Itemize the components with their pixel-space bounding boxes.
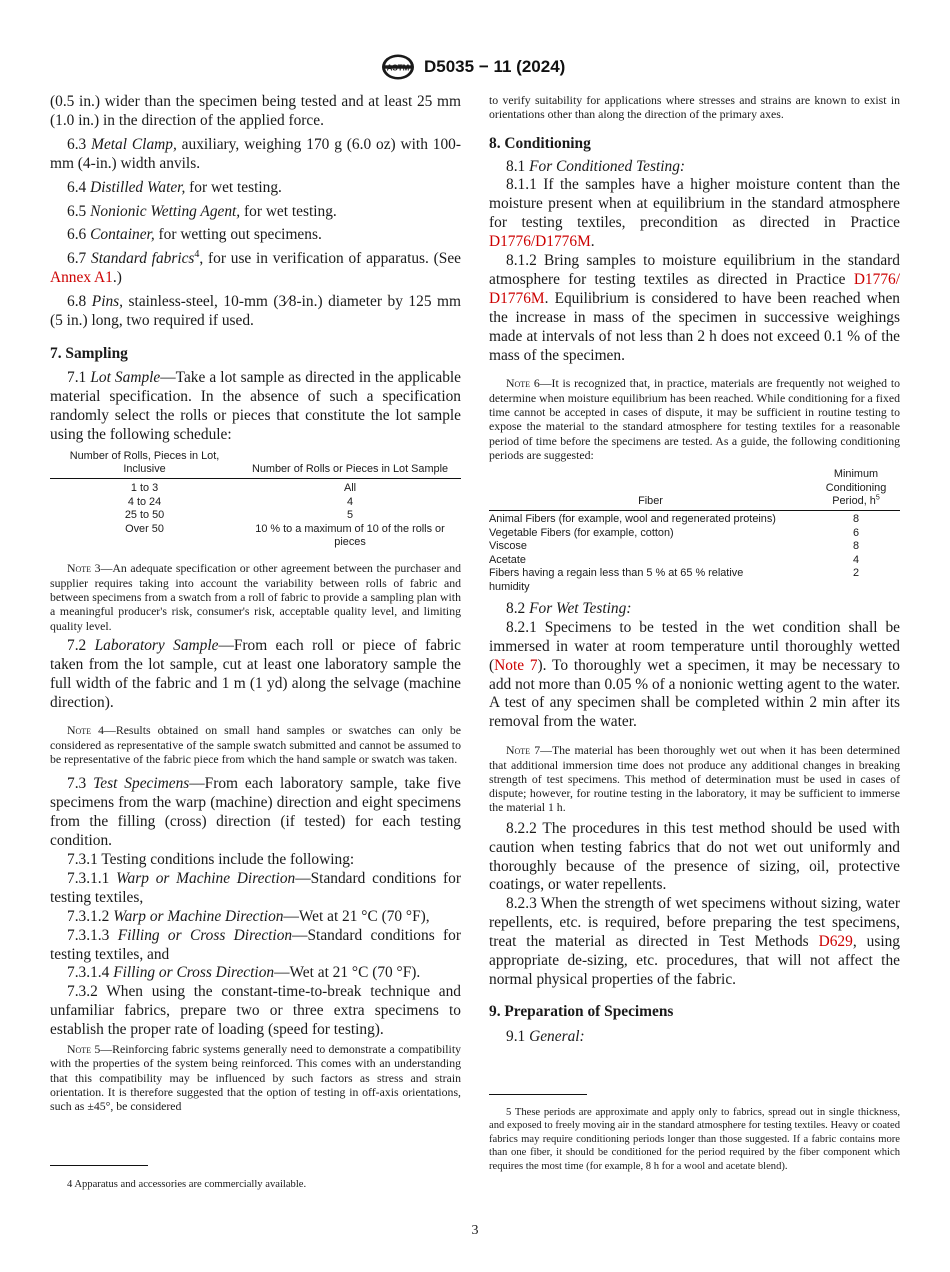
paragraph-7-3-2: 7.3.2 When using the constant-time-to-break technique and unfamiliar fabrics, prepare two or three extra specimens to establish the proper rate of loading (speed for testing). [50, 983, 461, 1039]
section-7-heading: 7. Sampling [50, 344, 128, 362]
paragraph-7-3: 7.3 Test Specimens—From each laboratory sample, take five specimens from the warp (machine) direction and eight specimens from the filling (cross) direction (if tested) for each testing condition. [50, 775, 461, 850]
table-row: Over 50 10 % to a maximum of 10 of the rolls or pieces [125, 522, 445, 548]
table-row: Animal Fibers (for example, wool and regenerated proteins) 8 [489, 513, 860, 526]
paragraph-7-3-1: 7.3.1 Testing conditions include the following: [67, 850, 355, 868]
table-row: 25 to 50 5 [124, 509, 354, 522]
paragraph-7-1: 7.1 Lot Sample—Take a lot sample as directed in the applicable material specification. In the absence of such a specification randomly select the rolls or pieces that constitute the lot sample using the following schedule: [50, 368, 461, 443]
paragraph-7-2: 7.2 Laboratory Sample—From each roll or piece of fabric taken from the lot sample, cut at least one laboratory sample the full width of the fabric and 1 m (1 yd) along the selvage (machine direction). [50, 636, 461, 711]
lot-table-header-a: Number of Rolls, Pieces in Lot, Inclusive [50, 450, 239, 479]
d629-link[interactable]: D629 [818, 933, 853, 951]
table-row: Vegetable Fibers (for example, cotton) 6 [489, 526, 860, 539]
footnote-rule [50, 1165, 148, 1166]
paragraph-8-2: 8.2 For Wet Testing: [506, 599, 632, 617]
note-5: Note 5—Reinforcing fabric systems generally need to demonstrate a compatibility with the properties of the system being reinforced. This comes with an understanding that this compatibility may be influenced by such factors as stress and strain orientation. It is therefore suggested that the option of testing in off-axis orientations, such as ±45°, be considered [50, 1042, 462, 1114]
paragraph-6-2-continued: (0.5 in.) wider than the specimen being tested and at least 25 mm (1.0 in.) in the direction of the applied force. [50, 93, 461, 129]
paragraph-8-1: 8.1 For Conditioned Testing: [506, 157, 686, 175]
paragraph-7-3-1-4: 7.3.1.4 Filling or Cross Direction—Wet at 21 °C (70 °F). [67, 964, 421, 982]
fiber-table-header-b: Minimum Conditioning Period, $h^5$ [812, 468, 900, 511]
paragraph-7-3-1-3: 7.3.1.3 Filling or Cross Direction—Standard conditions for testing textiles, and [50, 926, 461, 963]
section-9-heading: 9. Preparation of Specimens [489, 1002, 674, 1020]
note-7: Note 7—The material has been thoroughly wet out when it has been determined that additional immersion time does not produce any additional changes in breaking strength of test specimens. This method of determination must be used in cases of dispute; however, for routine testing in the laboratory, it may be sufficient to immerse the material 1 h. [489, 743, 900, 815]
note-3: Note 3—An adequate specification or other agreement between the purchaser and supplier requires taking into account the variability between rolls of fabric and between specimens from a swatch from a roll of fabric to provide a sampling plan with a meaningful producer's risk, consumer's risk, acceptable quality level, and limiting quality level. [50, 561, 462, 633]
section-8-heading: 8. Conditioning [489, 134, 591, 152]
paragraph-6-3: 6.3 Metal Clamp, auxiliary, weighing 170 g (6.0 oz) with 100-mm (4-in.) width anvils. [50, 135, 461, 172]
table-row: 1 to 3 All [130, 482, 357, 495]
left-footnote-area [50, 1165, 461, 1191]
paragraph-8-2-3: 8.2.3 When the strength of wet specimens without sizing, water repellents, etc. is required, before preparing the test specimens, treat the material as directed in Test Methods D629, using appropriate de-sizing, etc. procedures, that will not affect the normal physical properties of the fabric. [489, 895, 900, 988]
paragraph-6-8: 6.8 Pins, stainless-steel, 10-mm (3⁄8-in.) diameter by 125 mm (5 in.) long, two required if used. [50, 293, 461, 330]
paragraph-8-2-1: 8.2.1 Specimens to be tested in the wet condition shall be immersed in water at room temperature until thoroughly wetted (Note 7). To thoroughly wet a specimen, it may be necessary to add not more than 0.05 % of a nonionic wetting agent to the water. A test of any specimen shall be completed within 2 min after its removal from the water. [489, 618, 901, 731]
table-row: Viscose 8 [489, 540, 860, 553]
paragraph-9-1: 9.1 General: [506, 1027, 585, 1045]
table-row: 4 to 24 4 [127, 495, 354, 508]
d1776-link[interactable]: D1776/D1776M [489, 233, 591, 251]
left-column [50, 93, 461, 1114]
paragraph-6-4: 6.4 Distilled Water, for wet testing. [67, 178, 282, 196]
table-row: Acetate 4 [489, 553, 860, 566]
footnote-rule [489, 1094, 587, 1095]
note-5-continued: to verify suitability for applications where stresses and strains are known to exist in orientations other than along the direction of the primary axes. [489, 93, 900, 122]
annex-a1-link[interactable]: Annex A1 [50, 269, 113, 287]
d1776-link-2[interactable]: D1776/ D1776M [489, 270, 900, 307]
paragraph-7-3-1-1: 7.3.1.1 Warp or Machine Direction—Standard conditions for testing textiles, [50, 869, 461, 906]
paragraph-8-1-1: 8.1.1 If the samples have a higher moisture content than the moisture present when at equilibrium in the standard atmosphere for testing textiles, precondition as directed in Practice D1776/D1776M. [489, 176, 900, 251]
lot-table-header-b: Number of Rolls or Pieces in Lot Sample [239, 450, 461, 479]
astm-logo-icon [380, 53, 416, 81]
page-number: 3 [471, 1223, 479, 1238]
paragraph-6-5: 6.5 Nonionic Wetting Agent, for wet testing. [67, 202, 337, 220]
paragraph-6-7: 6.7 Standard fabrics$^4$, for use in verification of apparatus. (See Annex A1.) [50, 249, 461, 287]
right-column [489, 93, 900, 1047]
logo-text: ASTM [386, 63, 410, 73]
paragraph-6-6: 6.6 Container, for wetting out specimens. [67, 226, 322, 244]
note-4: Note 4—Results obtained on small hand samples or swatches can only be considered as representative of the sample swatch submitted and cannot be assumed to be representative of the fabric piece from which the hand sample or swatch was taken. [50, 723, 461, 767]
conditioning-table [489, 468, 900, 594]
footnote-5: 5 These periods are approximate and apply only to fabrics, spread out in single thickness, and exposed to freely moving air in the standard atmosphere for testing textiles. Heavy or coated fabrics may require conditioning periods longer than those suggested. If a fabric contains more than one fiber, it should be conditioned for the period required by the fiber component which requires the most time (for example, 8 h for a wool and acetate blend). [489, 1107, 900, 1172]
paragraph-8-1-2: 8.1.2 Bring samples to moisture equilibrium in the standard atmosphere for testing textiles as directed in Practice D1776/ D1776M. Equilibrium is considered to have been reached when the increase in mass of the specimen in successive weighings made at intervals of not less than 2 h does not exceed 0.1 % of the mass of the specimen. [489, 252, 900, 364]
note-6: Note 6—It is recognized that, in practice, materials are frequently not weighed to determine when moisture equilibrium has been reached. While conditioning for a fixed time cannot be accepted in cases of dispute, it may be sufficient in routine testing to expose the material to the standard atmosphere for testing textiles for a reasonable period of time before the specimens are tested. As a guide, the following conditioning periods are suggested: [489, 376, 900, 462]
lot-sample-table [50, 450, 461, 550]
standard-designation: D5035 − 11 (2024) [424, 57, 566, 76]
table-row: Fibers having a regain less than 5 % at 65 % relative humidity 2 [489, 567, 860, 593]
right-footnote-area [489, 1094, 900, 1173]
note-7-link[interactable]: Note 7 [494, 656, 538, 674]
paragraph-8-2-2: 8.2.2 The procedures in this test method should be used with caution when testing fabrics that do not wet out uniformly and thoroughly because of the presence of sizing, oil, protective coatings, or water repellents. [489, 819, 900, 894]
fiber-table-header-a: Fiber [489, 468, 812, 511]
paragraph-7-3-1-2: 7.3.1.2 Warp or Machine Direction—Wet at 21 °C (70 °F), [67, 907, 430, 925]
footnote-4: 4 Apparatus and accessories are commercially available. [67, 1179, 307, 1190]
